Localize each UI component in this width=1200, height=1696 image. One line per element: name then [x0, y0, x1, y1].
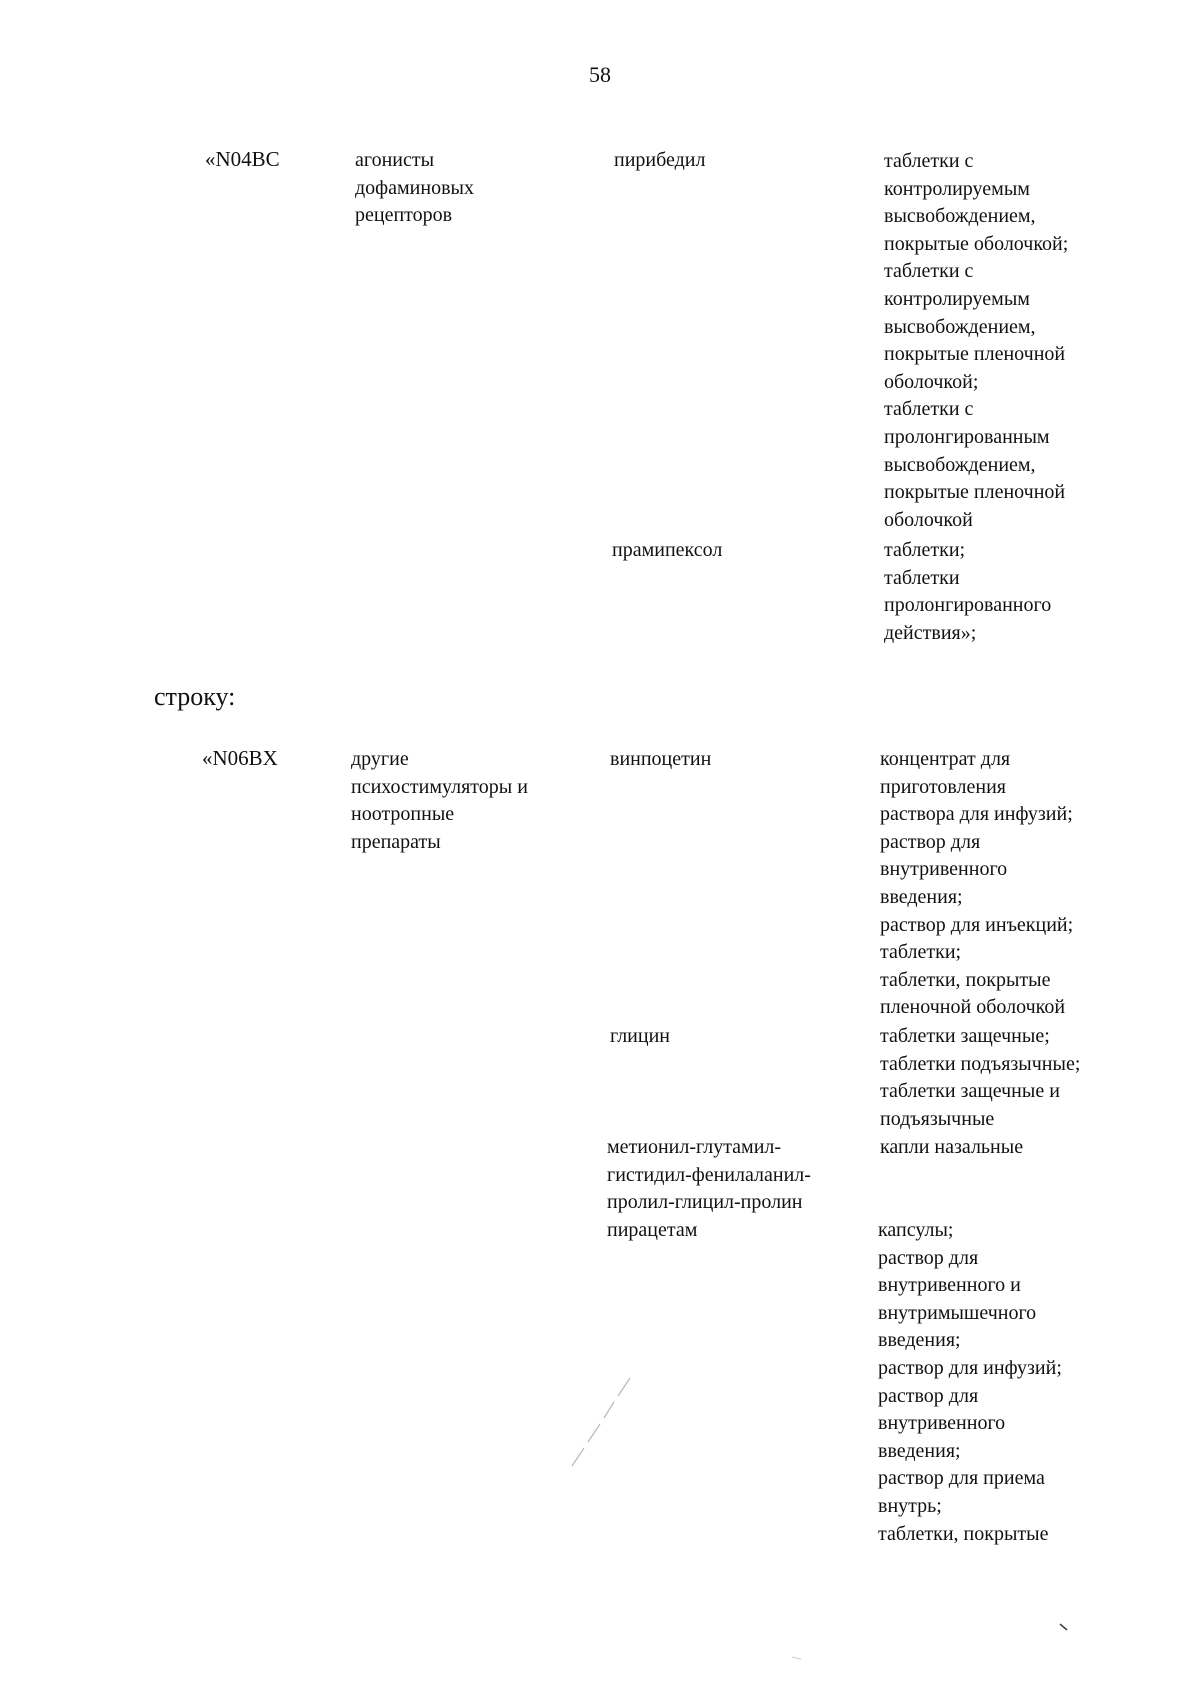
- drug-name: [610, 1023, 670, 1051]
- group-line: психостимуляторы и: [351, 775, 528, 798]
- form-line: раствор для приема: [878, 1467, 1045, 1490]
- form-line: пролонгированным: [884, 425, 1050, 448]
- form-line: раствор для инфузий;: [878, 1356, 1062, 1379]
- dosage-forms: [884, 537, 1051, 647]
- drug-name: [607, 1217, 697, 1245]
- form-line: внутривенного: [880, 858, 1008, 881]
- form-line: покрытые пленочной: [884, 343, 1066, 366]
- group-line: ноотропные: [351, 803, 455, 826]
- form-line: таблетки с: [884, 150, 974, 172]
- drug-name-line: пирибедил: [614, 149, 706, 171]
- drug-name: [612, 537, 722, 565]
- form-line: раствор для: [878, 1384, 979, 1407]
- form-line: внутримышечного: [878, 1301, 1037, 1324]
- dosage-forms: [880, 1134, 1023, 1162]
- form-line: покрытые пленочной: [884, 481, 1066, 504]
- drug-name-line: гистидил-фенилаланил-: [607, 1163, 811, 1186]
- form-line: раствор для: [878, 1246, 979, 1269]
- form-line: введения;: [878, 1329, 961, 1352]
- page-number: 58: [589, 62, 611, 87]
- form-line: введения;: [878, 1439, 961, 1462]
- form-line: таблетки с: [884, 398, 974, 421]
- dosage-forms: [880, 746, 1073, 1022]
- form-line: раствор для: [880, 830, 981, 853]
- atc-code: «N06BX: [202, 746, 278, 770]
- drug-name-line: винпоцетин: [610, 748, 712, 770]
- drug-name-line: метионил-глутамил-: [607, 1136, 782, 1158]
- form-line: пролонгированного: [884, 594, 1052, 617]
- form-line: введения;: [880, 885, 963, 908]
- dosage-forms: [884, 148, 1068, 534]
- form-line: контролируемым: [884, 177, 1030, 200]
- form-line: пленочной оболочкой: [880, 996, 1066, 1019]
- form-line: капли назальные: [880, 1136, 1024, 1158]
- scan-artifact: [1058, 1622, 1070, 1632]
- atc-group: [351, 746, 528, 856]
- form-line: высвобождением,: [884, 315, 1036, 338]
- form-line: раствор для инъекций;: [880, 913, 1074, 936]
- form-line: таблетки с: [884, 260, 974, 283]
- form-line: оболочкой: [884, 508, 973, 531]
- atc-group: [355, 147, 474, 230]
- form-line: высвобождением,: [884, 453, 1036, 476]
- group-line: препараты: [351, 830, 441, 853]
- drug-name: [607, 1134, 811, 1217]
- drug-name-line: пирацетам: [607, 1219, 698, 1241]
- dosage-forms: [878, 1217, 1062, 1548]
- group-line: рецепторов: [355, 204, 453, 227]
- drug-name: [610, 746, 711, 774]
- form-line: оболочкой;: [884, 370, 979, 393]
- form-line: таблетки, покрытые: [880, 968, 1051, 991]
- drug-name-line: прамипексол: [612, 539, 723, 561]
- dosage-forms: [880, 1023, 1080, 1133]
- form-line: внутрь;: [878, 1494, 942, 1517]
- form-line: таблетки;: [880, 941, 962, 964]
- section-heading: строку:: [154, 682, 236, 711]
- group-line: агонисты: [355, 149, 435, 171]
- scan-artifact: [560, 1370, 640, 1470]
- form-line: таблетки защечные;: [880, 1025, 1050, 1047]
- form-line: таблетки подъязычные;: [880, 1052, 1081, 1075]
- form-line: внутривенного: [878, 1412, 1006, 1435]
- drug-name: [614, 147, 706, 175]
- form-line: таблетки;: [884, 539, 966, 561]
- form-line: раствора для инфузий;: [880, 803, 1073, 826]
- form-line: покрытые оболочкой;: [884, 232, 1069, 255]
- group-line: дофаминовых: [355, 176, 474, 199]
- form-line: таблетки защечные и: [880, 1080, 1060, 1103]
- drug-name-line: глицин: [610, 1025, 670, 1047]
- form-line: подъязычные: [880, 1107, 995, 1130]
- form-line: высвобождением,: [884, 205, 1036, 228]
- scan-artifact: [790, 1654, 804, 1662]
- form-line: капсулы;: [878, 1219, 954, 1241]
- form-line: приготовления: [880, 775, 1006, 798]
- form-line: действия»;: [884, 621, 977, 644]
- group-line: другие: [351, 748, 409, 770]
- form-line: внутривенного и: [878, 1274, 1021, 1297]
- atc-code: «N04BC: [205, 147, 280, 171]
- form-line: таблетки: [884, 566, 960, 589]
- drug-name-line: пролил-глицил-пролин: [607, 1191, 803, 1214]
- form-line: концентрат для: [880, 748, 1011, 770]
- form-line: таблетки, покрытые: [878, 1522, 1049, 1545]
- form-line: контролируемым: [884, 287, 1030, 310]
